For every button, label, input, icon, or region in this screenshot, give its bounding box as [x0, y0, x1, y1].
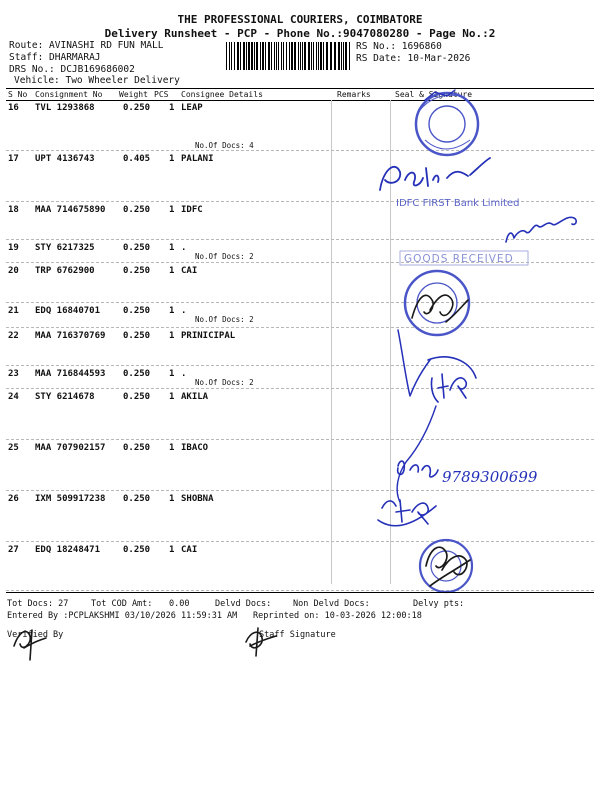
col-header-pcs: PCS	[154, 90, 169, 99]
delivery-points: Delvy pts:	[413, 599, 465, 609]
row-weight: 0.250	[123, 545, 151, 555]
row-weight: 0.250	[123, 205, 151, 215]
consignee-name: IBACO	[181, 443, 209, 453]
consignee-name: IDFC	[181, 205, 203, 215]
runsheet-title: Delivery Runsheet - PCP - Phone No.:9047080280 - Page No.:2	[104, 27, 496, 40]
row-serial-number: 20	[8, 266, 19, 276]
company-name: THE PROFESSIONAL COURIERS, COIMBATORE	[177, 13, 423, 26]
docs-count: No.Of Docs: 2	[195, 252, 254, 261]
docs-count: No.Of Docs: 2	[195, 315, 254, 324]
row-pieces: 1	[169, 443, 175, 453]
row-weight: 0.250	[123, 266, 151, 276]
row-pieces: 1	[169, 243, 175, 253]
consignment-number: TVL 1293868	[35, 103, 95, 113]
row-pieces: 1	[169, 205, 175, 215]
row-serial-number: 23	[8, 369, 19, 379]
row-serial-number: 18	[8, 205, 19, 215]
consignee-name: CAI	[181, 545, 198, 555]
docs-count: No.Of Docs: 2	[195, 378, 254, 387]
ibaco-signature	[398, 461, 438, 477]
consignee-name: AKILA	[181, 392, 209, 402]
company-seal-stamp	[416, 93, 478, 155]
reprinted-on: Reprinted on: 10-03-2026 12:00:18	[253, 611, 422, 621]
route-label: Route: AVINASHI RD FUN MALL	[9, 40, 164, 51]
consignment-number: MAA 716370769	[35, 331, 106, 341]
handwritten-phone: 9789300699	[442, 468, 538, 486]
row-weight: 0.250	[123, 443, 151, 453]
vehicle-label: Vehicle: Two Wheeler Delivery	[14, 75, 180, 86]
row-pieces: 1	[169, 392, 175, 402]
col-header-weight: Weight	[119, 90, 148, 99]
row-serial-number: 24	[8, 392, 19, 402]
consignment-number: MAA 714675890	[35, 205, 106, 215]
non-delivered-docs: Non Delvd Docs:	[293, 599, 370, 609]
consignment-number: EDQ 18248471	[35, 545, 101, 555]
consignee-name: .	[181, 369, 187, 379]
total-cod-label: Tot COD Amt:	[91, 599, 153, 609]
consignment-number: IXM 509917238	[35, 494, 106, 504]
consignment-number: MAA 707902157	[35, 443, 106, 453]
row-pieces: 1	[169, 266, 175, 276]
drs-number: DRS No.: DCJB169686002	[9, 64, 135, 75]
cai-signature	[412, 295, 468, 322]
row-weight: 0.405	[123, 154, 151, 164]
palani-signature	[380, 158, 490, 190]
energy-seal-stamp	[420, 540, 472, 592]
total-docs: Tot Docs: 27	[7, 599, 69, 609]
consignment-number: EDQ 16840701	[35, 306, 101, 316]
consignment-number: STY 6214678	[35, 392, 95, 402]
consignee-name: SHOBNA	[181, 494, 214, 504]
row-serial-number: 27	[8, 545, 19, 555]
row-serial-number: 16	[8, 103, 19, 113]
cai-row27-signature	[426, 547, 470, 586]
row-pieces: 1	[169, 306, 175, 316]
hr-initials	[428, 357, 476, 402]
idfc-stamp: IDFC FIRST Bank Limited	[396, 198, 520, 209]
shobna-signature	[378, 500, 436, 526]
row-weight: 0.250	[123, 103, 151, 113]
consignee-name: .	[181, 306, 187, 316]
row-serial-number: 22	[8, 331, 19, 341]
col-header-sno: S No	[8, 90, 28, 99]
row-weight: 0.250	[123, 494, 151, 504]
col-header-remarks: Remarks	[337, 90, 371, 99]
row-pieces: 1	[169, 369, 175, 379]
docs-count: No.Of Docs: 4	[195, 141, 254, 150]
staff-label: Staff: DHARMARAJ	[9, 52, 101, 63]
row-weight: 0.250	[123, 306, 151, 316]
total-cod-value: 0.00	[169, 599, 190, 609]
consignment-number: TRP 6762900	[35, 266, 95, 276]
row-serial-number: 17	[8, 154, 19, 164]
entered-by: Entered By :PCPLAKSHMI 03/10/2026 11:59:31 AM	[7, 611, 238, 621]
row-serial-number: 26	[8, 494, 19, 504]
row-pieces: 1	[169, 103, 175, 113]
col-header-consignee: Consignee Details	[181, 90, 263, 99]
row-pieces: 1	[169, 331, 175, 341]
consignee-name: PRINICIPAL	[181, 331, 236, 341]
col-header-seal: Seal & Signature	[395, 90, 473, 99]
consignee-name: CAI	[181, 266, 198, 276]
consignee-name: LEAP	[181, 103, 203, 113]
consignment-number: MAA 716844593	[35, 369, 106, 379]
row-serial-number: 21	[8, 306, 19, 316]
row-weight: 0.250	[123, 243, 151, 253]
row-pieces: 1	[169, 494, 175, 504]
row-weight: 0.250	[123, 331, 151, 341]
row-pieces: 1	[169, 545, 175, 555]
delivered-docs: Delvd Docs:	[215, 599, 272, 609]
row-serial-number: 19	[8, 243, 19, 253]
row-serial-number: 25	[8, 443, 19, 453]
consignee-name: PALANI	[181, 154, 214, 164]
goods-received-stamp: GOODS RECEIVED	[404, 253, 514, 265]
idfc-signature	[506, 217, 576, 242]
rs-number: RS No.: 1696860	[356, 41, 442, 52]
staff-signature-label: Staff Signature	[259, 630, 336, 640]
industries-seal-stamp	[405, 271, 469, 335]
consignment-number: UPT 4136743	[35, 154, 95, 164]
consignment-number: STY 6217325	[35, 243, 95, 253]
footer-rule	[6, 592, 594, 593]
row-weight: 0.250	[123, 369, 151, 379]
row-weight: 0.250	[123, 392, 151, 402]
delivery-arrow-line	[398, 330, 430, 396]
rs-date: RS Date: 10-Mar-2026	[356, 53, 471, 64]
verified-by-label: Verified By	[7, 630, 64, 640]
col-header-consignment: Consignment No	[35, 90, 103, 99]
delivery-margin-line	[397, 406, 436, 502]
row-pieces: 1	[169, 154, 175, 164]
consignee-name: .	[181, 243, 187, 253]
